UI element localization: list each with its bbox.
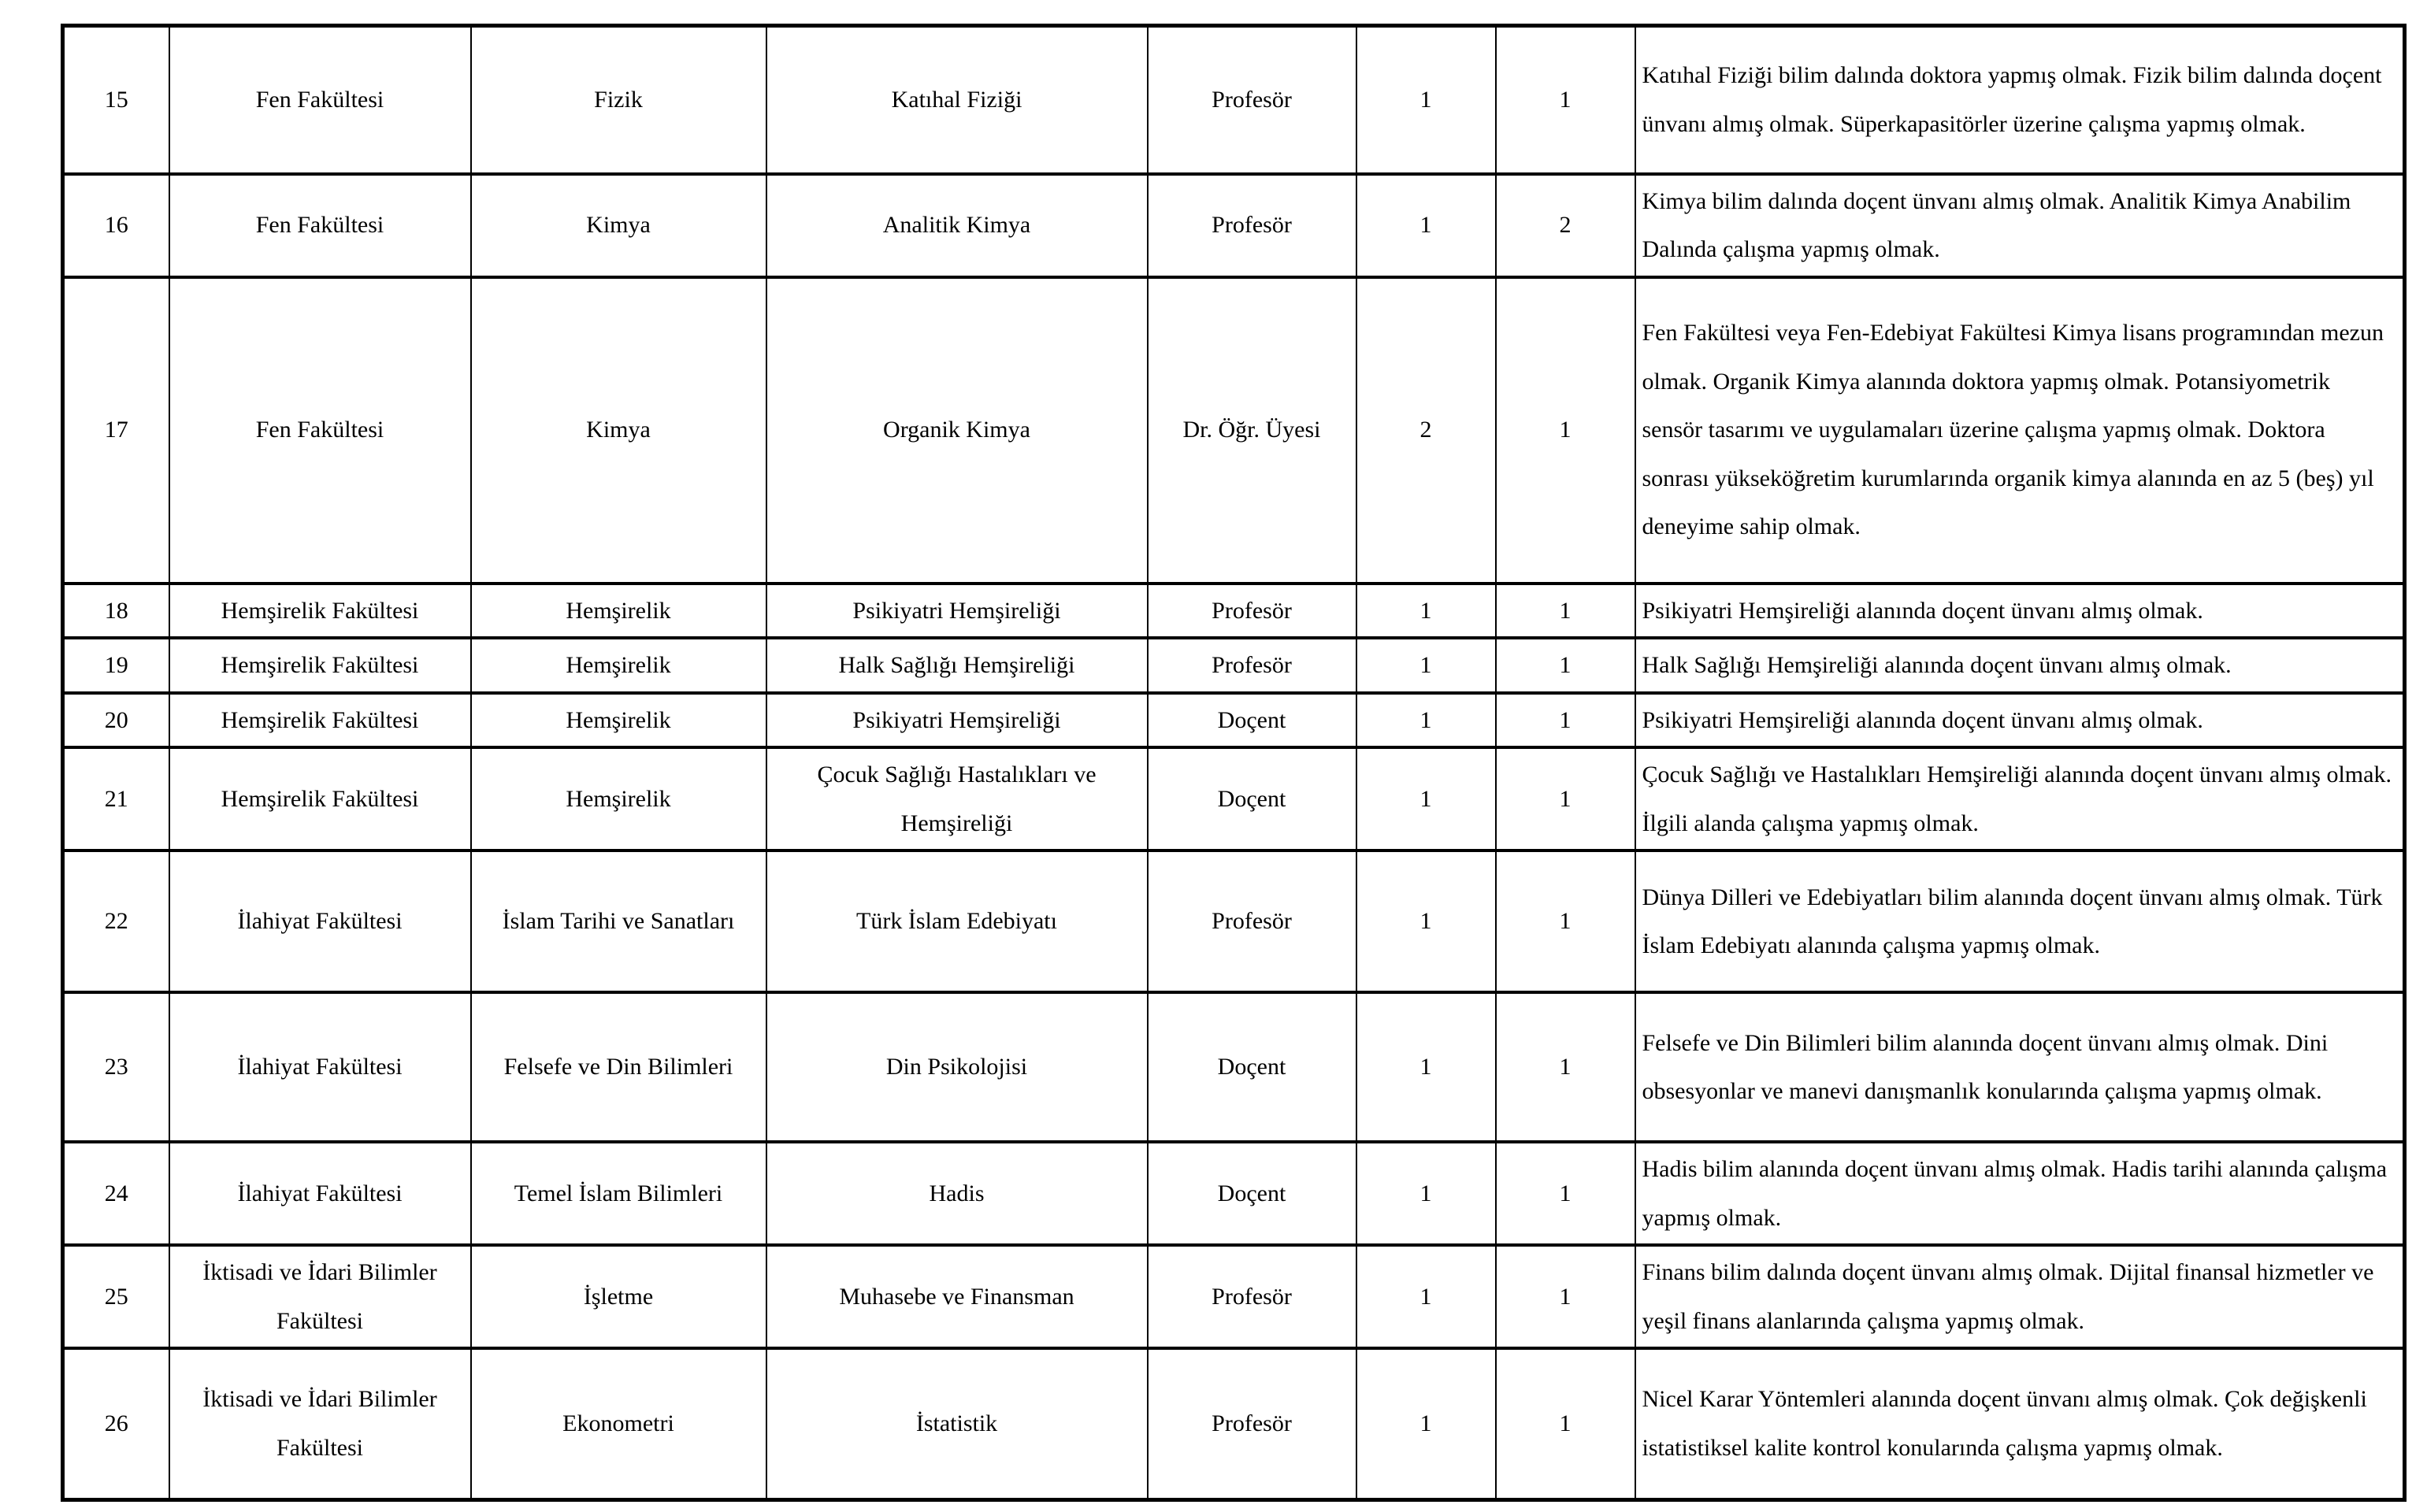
cell-count-a: 1 xyxy=(1356,693,1496,748)
cell-title: Profesör xyxy=(1148,638,1356,693)
cell-title: Profesör xyxy=(1148,1348,1356,1499)
cell-count-b: 1 xyxy=(1496,747,1635,850)
cell-title: Dr. Öğr. Üyesi xyxy=(1148,277,1356,584)
cell-title: Doçent xyxy=(1148,992,1356,1142)
cell-field: Psikiyatri Hemşireliği xyxy=(766,693,1148,748)
cell-count-a: 1 xyxy=(1356,1142,1496,1245)
cell-count-b: 1 xyxy=(1496,1348,1635,1499)
cell-faculty: Hemşirelik Fakültesi xyxy=(169,693,471,748)
cell-department: Kimya xyxy=(471,277,766,584)
cell-description: Hadis bilim alanında doçent ünvanı almış olmak. Hadis tarihi alanında çalışma yapmış olmak. xyxy=(1635,1142,2405,1245)
cell-description: Katıhal Fiziği bilim dalında doktora yapmış olmak. Fizik bilim dalında doçent ünvanı almış olmak. Süperkapasitörler üzerine çalışma yapmış olmak. xyxy=(1635,26,2405,174)
cell-description: Felsefe ve Din Bilimleri bilim alanında doçent ünvanı almış olmak. Dini obsesyonlar ve manevi danışmanlık konularında çalışma yapmış olmak. xyxy=(1635,992,2405,1142)
cell-field: Çocuk Sağlığı Hastalıkları ve Hemşireliği xyxy=(766,747,1148,850)
cell-title: Profesör xyxy=(1148,584,1356,639)
table-row xyxy=(63,277,2405,584)
cell-row-number: 25 xyxy=(63,1245,169,1348)
cell-title: Profesör xyxy=(1148,1245,1356,1348)
cell-field: Halk Sağlığı Hemşireliği xyxy=(766,638,1148,693)
cell-title: Doçent xyxy=(1148,693,1356,748)
cell-row-number: 24 xyxy=(63,1142,169,1245)
cell-row-number: 17 xyxy=(63,277,169,584)
cell-faculty: Hemşirelik Fakültesi xyxy=(169,747,471,850)
cell-description: Finans bilim dalında doçent ünvanı almış olmak. Dijital finansal hizmetler ve yeşil finans alanlarında çalışma yapmış olmak. xyxy=(1635,1245,2405,1348)
cell-count-a: 1 xyxy=(1356,992,1496,1142)
table-row xyxy=(63,584,2405,639)
cell-count-a: 1 xyxy=(1356,174,1496,277)
cell-count-a: 1 xyxy=(1356,584,1496,639)
cell-count-a: 1 xyxy=(1356,638,1496,693)
cell-count-a: 1 xyxy=(1356,850,1496,992)
cell-faculty: Fen Fakültesi xyxy=(169,26,471,174)
cell-description: Çocuk Sağlığı ve Hastalıkları Hemşireliği alanında doçent ünvanı almış olmak. İlgili alanda çalışma yapmış olmak. xyxy=(1635,747,2405,850)
cell-description: Nicel Karar Yöntemleri alanında doçent ünvanı almış olmak. Çok değişkenli istatistiksel kalite kontrol konularında çalışma yapmış olmak. xyxy=(1635,1348,2405,1499)
cell-field: Hadis xyxy=(766,1142,1148,1245)
cell-row-number: 16 xyxy=(63,174,169,277)
cell-faculty: İlahiyat Fakültesi xyxy=(169,992,471,1142)
cell-faculty: İlahiyat Fakültesi xyxy=(169,850,471,992)
cell-row-number: 20 xyxy=(63,693,169,748)
cell-title: Profesör xyxy=(1148,174,1356,277)
table-row xyxy=(63,1245,2405,1348)
cell-field: Psikiyatri Hemşireliği xyxy=(766,584,1148,639)
cell-description: Halk Sağlığı Hemşireliği alanında doçent ünvanı almış olmak. xyxy=(1635,638,2405,693)
cell-faculty: İktisadi ve İdari Bilimler Fakültesi xyxy=(169,1348,471,1499)
cell-field: Türk İslam Edebiyatı xyxy=(766,850,1148,992)
cell-count-b: 1 xyxy=(1496,992,1635,1142)
table-row xyxy=(63,1348,2405,1499)
table-row xyxy=(63,638,2405,693)
cell-count-a: 2 xyxy=(1356,277,1496,584)
cell-row-number: 21 xyxy=(63,747,169,850)
cell-description: Dünya Dilleri ve Edebiyatları bilim alanında doçent ünvanı almış olmak. Türk İslam Edebiyatı alanında çalışma yapmış olmak. xyxy=(1635,850,2405,992)
cell-count-a: 1 xyxy=(1356,747,1496,850)
cell-faculty: İktisadi ve İdari Bilimler Fakültesi xyxy=(169,1245,471,1348)
cell-department: Ekonometri xyxy=(471,1348,766,1499)
cell-count-b: 1 xyxy=(1496,638,1635,693)
cell-count-b: 1 xyxy=(1496,850,1635,992)
table-row xyxy=(63,174,2405,277)
academic-positions-table xyxy=(61,24,2407,1502)
cell-department: İşletme xyxy=(471,1245,766,1348)
table-body xyxy=(63,26,2405,1500)
cell-count-a: 1 xyxy=(1356,1245,1496,1348)
cell-title: Profesör xyxy=(1148,850,1356,992)
cell-count-b: 2 xyxy=(1496,174,1635,277)
cell-row-number: 19 xyxy=(63,638,169,693)
cell-field: İstatistik xyxy=(766,1348,1148,1499)
table-sheet xyxy=(61,24,2407,1502)
cell-description: Psikiyatri Hemşireliği alanında doçent ünvanı almış olmak. xyxy=(1635,693,2405,748)
cell-count-a: 1 xyxy=(1356,26,1496,174)
cell-title: Doçent xyxy=(1148,747,1356,850)
cell-department: Felsefe ve Din Bilimleri xyxy=(471,992,766,1142)
cell-department: Hemşirelik xyxy=(471,747,766,850)
cell-field: Analitik Kimya xyxy=(766,174,1148,277)
table-row xyxy=(63,992,2405,1142)
cell-row-number: 18 xyxy=(63,584,169,639)
cell-department: Hemşirelik xyxy=(471,584,766,639)
cell-count-b: 1 xyxy=(1496,277,1635,584)
cell-field: Organik Kimya xyxy=(766,277,1148,584)
table-row xyxy=(63,747,2405,850)
cell-count-b: 1 xyxy=(1496,1245,1635,1348)
cell-description: Psikiyatri Hemşireliği alanında doçent ünvanı almış olmak. xyxy=(1635,584,2405,639)
cell-row-number: 23 xyxy=(63,992,169,1142)
cell-faculty: Hemşirelik Fakültesi xyxy=(169,638,471,693)
cell-faculty: İlahiyat Fakültesi xyxy=(169,1142,471,1245)
cell-department: Hemşirelik xyxy=(471,638,766,693)
cell-row-number: 22 xyxy=(63,850,169,992)
table-row xyxy=(63,1142,2405,1245)
table-row xyxy=(63,850,2405,992)
cell-department: Fizik xyxy=(471,26,766,174)
cell-faculty: Hemşirelik Fakültesi xyxy=(169,584,471,639)
cell-field: Din Psikolojisi xyxy=(766,992,1148,1142)
cell-field: Muhasebe ve Finansman xyxy=(766,1245,1148,1348)
cell-description: Fen Fakültesi veya Fen-Edebiyat Fakültesi Kimya lisans programından mezun olmak. Organik Kimya alanında doktora yapmış olmak. Potansiyometrik sensör tasarımı ve uygulamaları üzerine çalışma yapmış olmak. Doktora sonrası yükseköğretim kurumlarında organik kimya alanında en az 5 (beş) yıl deneyime sahip olmak. xyxy=(1635,277,2405,584)
cell-department: İslam Tarihi ve Sanatları xyxy=(471,850,766,992)
cell-count-b: 1 xyxy=(1496,26,1635,174)
cell-title: Profesör xyxy=(1148,26,1356,174)
cell-count-a: 1 xyxy=(1356,1348,1496,1499)
cell-count-b: 1 xyxy=(1496,1142,1635,1245)
table-row xyxy=(63,26,2405,174)
cell-row-number: 15 xyxy=(63,26,169,174)
cell-count-b: 1 xyxy=(1496,584,1635,639)
cell-title: Doçent xyxy=(1148,1142,1356,1245)
cell-faculty: Fen Fakültesi xyxy=(169,277,471,584)
table-row xyxy=(63,693,2405,748)
cell-department: Hemşirelik xyxy=(471,693,766,748)
cell-department: Kimya xyxy=(471,174,766,277)
cell-faculty: Fen Fakültesi xyxy=(169,174,471,277)
cell-description: Kimya bilim dalında doçent ünvanı almış olmak. Analitik Kimya Anabilim Dalında çalışma yapmış olmak. xyxy=(1635,174,2405,277)
cell-count-b: 1 xyxy=(1496,693,1635,748)
cell-field: Katıhal Fiziği xyxy=(766,26,1148,174)
cell-row-number: 26 xyxy=(63,1348,169,1499)
cell-department: Temel İslam Bilimleri xyxy=(471,1142,766,1245)
